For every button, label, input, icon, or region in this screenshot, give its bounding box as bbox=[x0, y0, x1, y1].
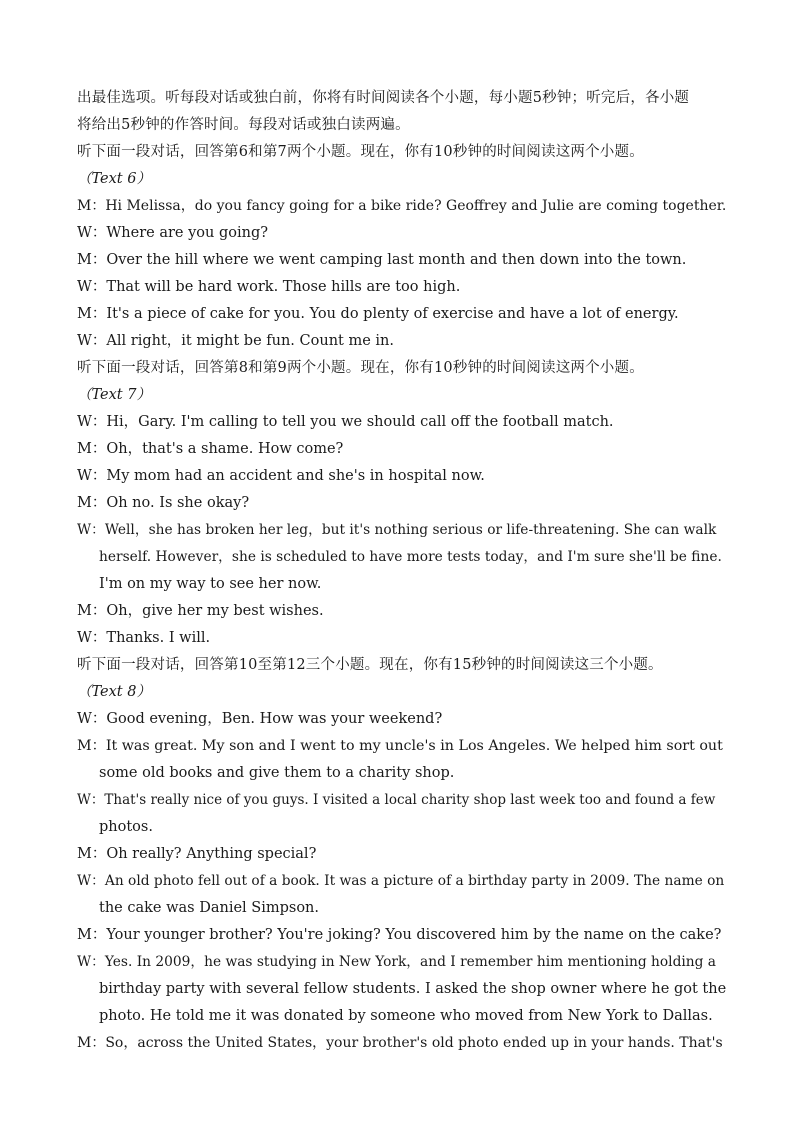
dialogue-continuation: birthday party with several fellow students. I asked the shop owner where he got the bbox=[99, 981, 727, 997]
dialogue-line: W：Hi，Gary. I'm calling to tell you we should call off the football match. bbox=[77, 414, 614, 430]
section-label-text-8: （Text 8） bbox=[77, 684, 151, 700]
dialogue-line: W：Well，she has broken her leg，but it's nothing serious or life-threatening. She can walk bbox=[77, 522, 717, 538]
dialogue-line: W：Thanks. I will. bbox=[77, 630, 211, 646]
dialogue-line: M：Oh no. Is she okay? bbox=[77, 495, 250, 511]
dialogue-continuation: the cake was Daniel Simpson. bbox=[99, 900, 319, 916]
instruction-line: 将给出5秒钟的作答时间。每段对话或独白读两遍。 bbox=[77, 117, 410, 133]
dialogue-line: M：Your younger brother? You're joking? You discovered him by the name on the cake? bbox=[77, 927, 722, 943]
dialogue-continuation: herself. However，she is scheduled to have more tests today，and I'm sure she'll be fine. bbox=[99, 549, 722, 565]
section-label-text-7: （Text 7） bbox=[77, 387, 151, 403]
dialogue-line: M：It was great. My son and I went to my uncle's in Los Angeles. We helped him sort out bbox=[77, 738, 723, 754]
dialogue-line: M：Oh，give her my best wishes. bbox=[77, 603, 324, 619]
dialogue-line: M：Oh，that's a shame. How come? bbox=[77, 441, 344, 457]
dialogue-continuation: I'm on my way to see her now. bbox=[99, 576, 322, 592]
dialogue-line: W：My mom had an accident and she's in hospital now. bbox=[77, 468, 485, 484]
dialogue-line: W：An old photo fell out of a book. It was a picture of a birthday party in 2009. The name on bbox=[77, 873, 725, 889]
dialogue-line: M：Hi Melissa，do you fancy going for a bike ride? Geoffrey and Julie are coming together. bbox=[77, 198, 727, 214]
section-instruction: 听下面一段对话，回答第6和第7两个小题。现在，你有10秒钟的时间阅读这两个小题。 bbox=[77, 144, 644, 160]
dialogue-continuation: photo. He told me it was donated by someone who moved from New York to Dallas. bbox=[99, 1008, 713, 1024]
dialogue-line: M：So，across the United States，your brother's old photo ended up in your hands. That's bbox=[77, 1035, 723, 1051]
dialogue-continuation: some old books and give them to a charity shop. bbox=[99, 765, 455, 781]
section-label-text-6: （Text 6） bbox=[77, 171, 151, 187]
section-instruction: 听下面一段对话，回答第8和第9两个小题。现在，你有10秒钟的时间阅读这两个小题。 bbox=[77, 360, 644, 376]
dialogue-line: M：It's a piece of cake for you. You do plenty of exercise and have a lot of energy. bbox=[77, 306, 679, 322]
section-instruction: 听下面一段对话，回答第10至第12三个小题。现在，你有15秒钟的时间阅读这三个小题。 bbox=[77, 657, 663, 673]
dialogue-line: M：Over the hill where we went camping last month and then down into the town. bbox=[77, 252, 687, 268]
dialogue-line: W：Yes. In 2009，he was studying in New York，and I remember him mentioning holding a bbox=[77, 954, 717, 970]
dialogue-line: W：Good evening，Ben. How was your weekend? bbox=[77, 711, 443, 727]
dialogue-line: W：That will be hard work. Those hills are too high. bbox=[77, 279, 461, 295]
dialogue-line: W：All right，it might be fun. Count me in. bbox=[77, 333, 394, 349]
dialogue-line: W：Where are you going? bbox=[77, 225, 269, 241]
dialogue-continuation: photos. bbox=[99, 819, 153, 835]
dialogue-line: W：That's really nice of you guys. I visited a local charity shop last week too and found a few bbox=[77, 792, 716, 808]
instruction-line: 出最佳选项。听每段对话或独白前，你将有时间阅读各个小题，每小题5秒钟；听完后，各小题 bbox=[77, 90, 690, 106]
dialogue-line: M：Oh really? Anything special? bbox=[77, 846, 317, 862]
